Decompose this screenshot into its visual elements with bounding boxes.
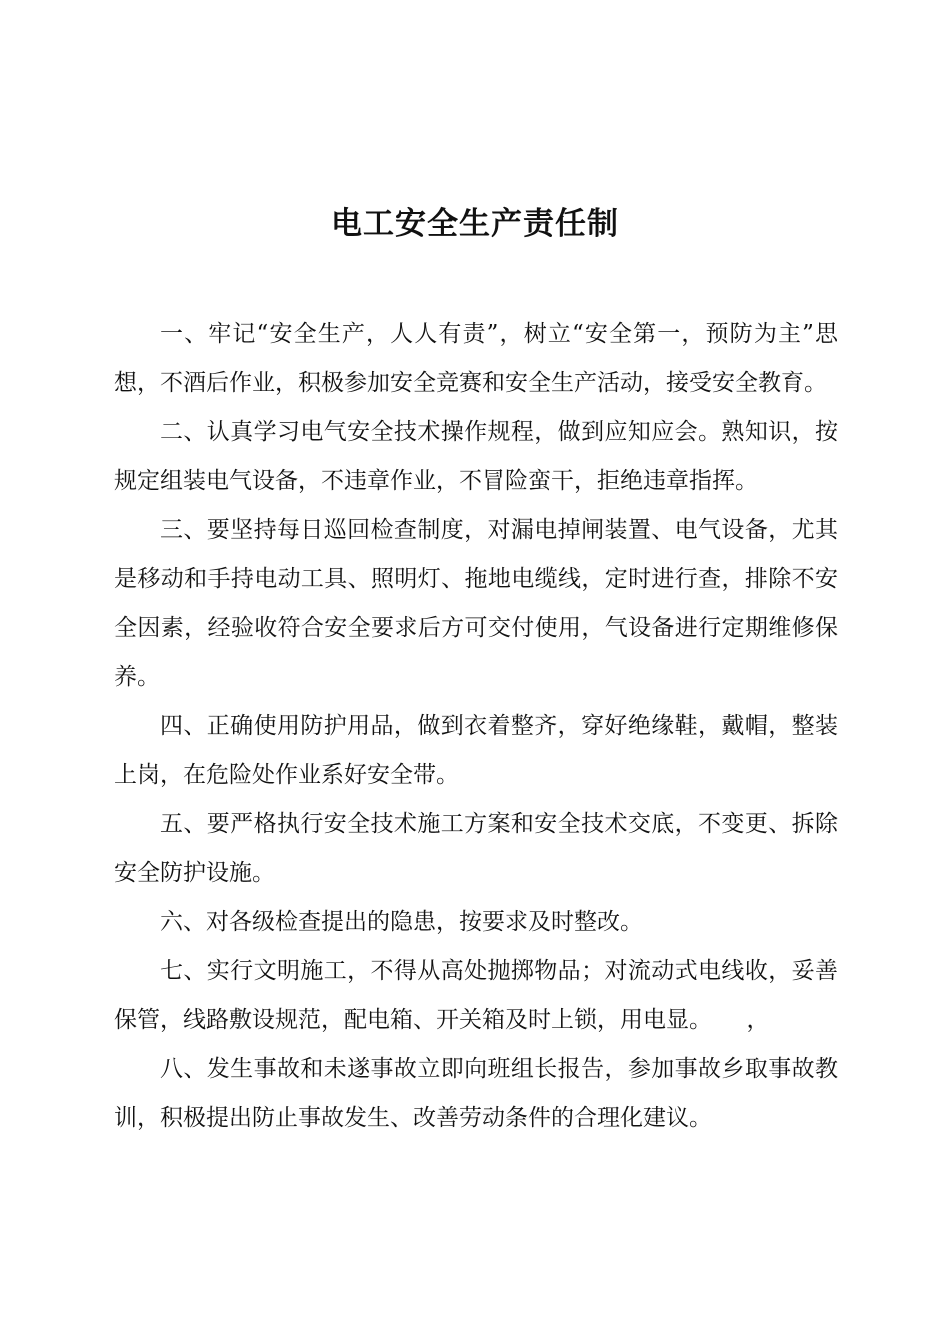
page-title: 电工安全生产责任制 [331,206,619,242]
paragraph-1: 一、牢记“安全生产，人人有责”，树立“安全第一，预防为主”思想，不酒后作业，积极参加安全竞赛和安全生产活动，接受安全教育。 [114,321,838,396]
paragraph-8: 八、发生事故和未遂事故立即向班组长报告，参加事故乡取事故教训，积极提出防止事故发生、改善劳动条件的合理化建议。 [114,1056,838,1131]
paragraph-2: 二、认真学习电气安全技术操作规程，做到应知应会。熟知识，按规定组装电气设备，不违章作业，不冒险蛮干，拒绝违章指挥。 [114,419,838,494]
document-body [114,310,838,1143]
paragraph-5: 五、要严格执行安全技术施工方案和安全技术交底，不变更、拆除安全防护设施。 [114,811,838,886]
paragraph-7: 七、实行文明施工，不得从高处抛掷物品；对流动式电线收，妥善保管，线路敷设规范，配电箱、开关箱及时上锁，用电显。 ， [114,958,838,1033]
paragraph-4: 四、正确使用防护用品，做到衣着整齐，穿好绝缘鞋，戴帽，整装上岗，在危险处作业系好安全带。 [114,713,838,788]
paragraph-6: 六、对各级检查提出的隐患，按要求及时整改。 [160,909,643,935]
paragraph-3: 三、要坚持每日巡回检查制度，对漏电掉闸装置、电气设备，尤其是移动和手持电动工具、照明灯、拖地电缆线，定时进行查，排除不安全因素，经验收符合安全要求后方可交付使用，气设备进行定期维修保养。 [114,517,838,690]
